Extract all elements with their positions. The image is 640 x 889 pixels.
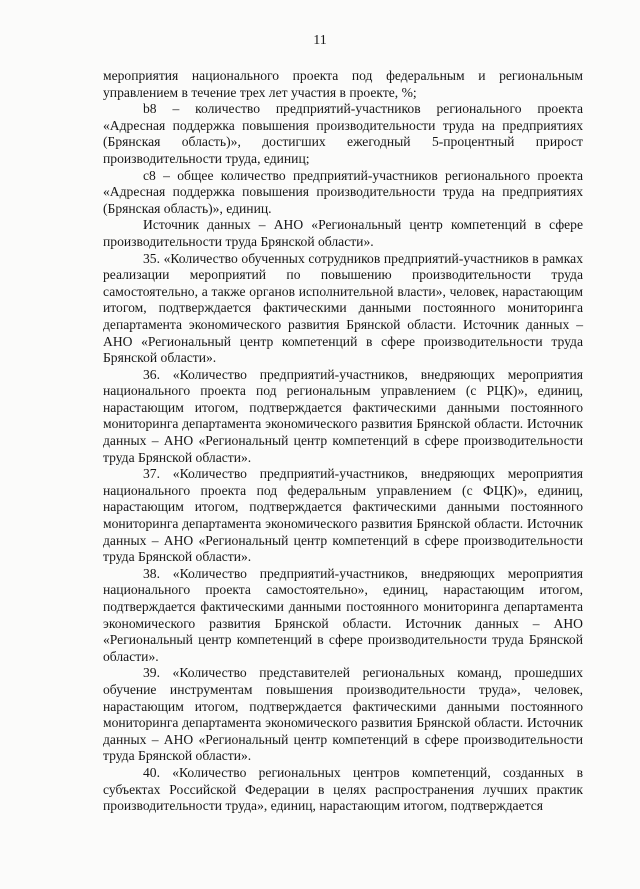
paragraph-item-37: 37. «Количество предприятий-участников, внедряющих мероприятия национального проекта под федеральным управлением (с ФЦК)», единиц, нарастающим итогом, подтверждается фактическими данными постоянного мониторинга департамента экономического развития Брянской области. Источник данных – АНО «Региональный центр компетенций в сфере производительности труда Брянской области».	[103, 466, 583, 565]
paragraph-3: с8 – общее количество предприятий-участников регионального проекта «Адресная поддержка повышения производительности труда на предприятиях (Брянская область)», единиц.	[103, 167, 583, 216]
document-body	[103, 68, 583, 815]
paragraph-item-40: 40. «Количество региональных центров компетенций, созданных в субъектах Российской Федерации в целях распространения лучших практик производительности труда», единиц, нарастающим итогом, подтверждается	[103, 764, 583, 814]
paragraph-item-35: 35. «Количество обученных сотрудников предприятий-участников в рамках реализации мероприятий по повышению производительности труда самостоятельно, а также органов исполнительной власти», человек, нарастающим итогом, подтверждается фактическими данными постоянного мониторинга департамента экономического развития Брянской области. Источник данных – АНО «Региональный центр компетенций в сфере производительности труда Брянской области».	[103, 250, 583, 366]
paragraph-item-38: 38. «Количество предприятий-участников, внедряющих мероприятия национального проекта самостоятельно», единиц, нарастающим итогом, подтверждается фактическими данными постоянного мониторинга департамента экономического развития Брянской области. Источник данных – АНО «Региональный центр компетенций в сфере производительности труда Брянской области».	[103, 565, 583, 664]
paragraph-item-39: 39. «Количество представителей региональных команд, прошедших обучение инструментам повышения производительности труда», человек, нарастающим итогом, подтверждается фактическими данными постоянного мониторинга департамента экономического развития Брянской области. Источник данных – АНО «Региональный центр компетенций в сфере производительности труда Брянской области».	[103, 665, 583, 764]
paragraph-2: b8 – количество предприятий-участников регионального проекта «Адресная поддержка повышения производительности труда на предприятиях (Брянская область)», достигших ежегодный 5-процентный прирост производительности труда, единиц;	[103, 101, 583, 166]
paragraph-4: Источник данных – АНО «Региональный центр компетенций в сфере производительности труда Брянской области».	[103, 217, 583, 249]
page-number: 11	[313, 33, 327, 48]
paragraph-1: мероприятия национального проекта под федеральным и региональным управлением в течение трех лет участия в проекте, %;	[103, 68, 583, 100]
paragraph-item-36: 36. «Количество предприятий-участников, внедряющих мероприятия национального проекта под региональным управлением (с РЦК)», единиц, нарастающим итогом, подтверждается фактическими данными постоянного мониторинга департамента экономического развития Брянской области. Источник данных – АНО «Региональный центр компетенций в сфере производительности труда Брянской области».	[103, 366, 583, 465]
